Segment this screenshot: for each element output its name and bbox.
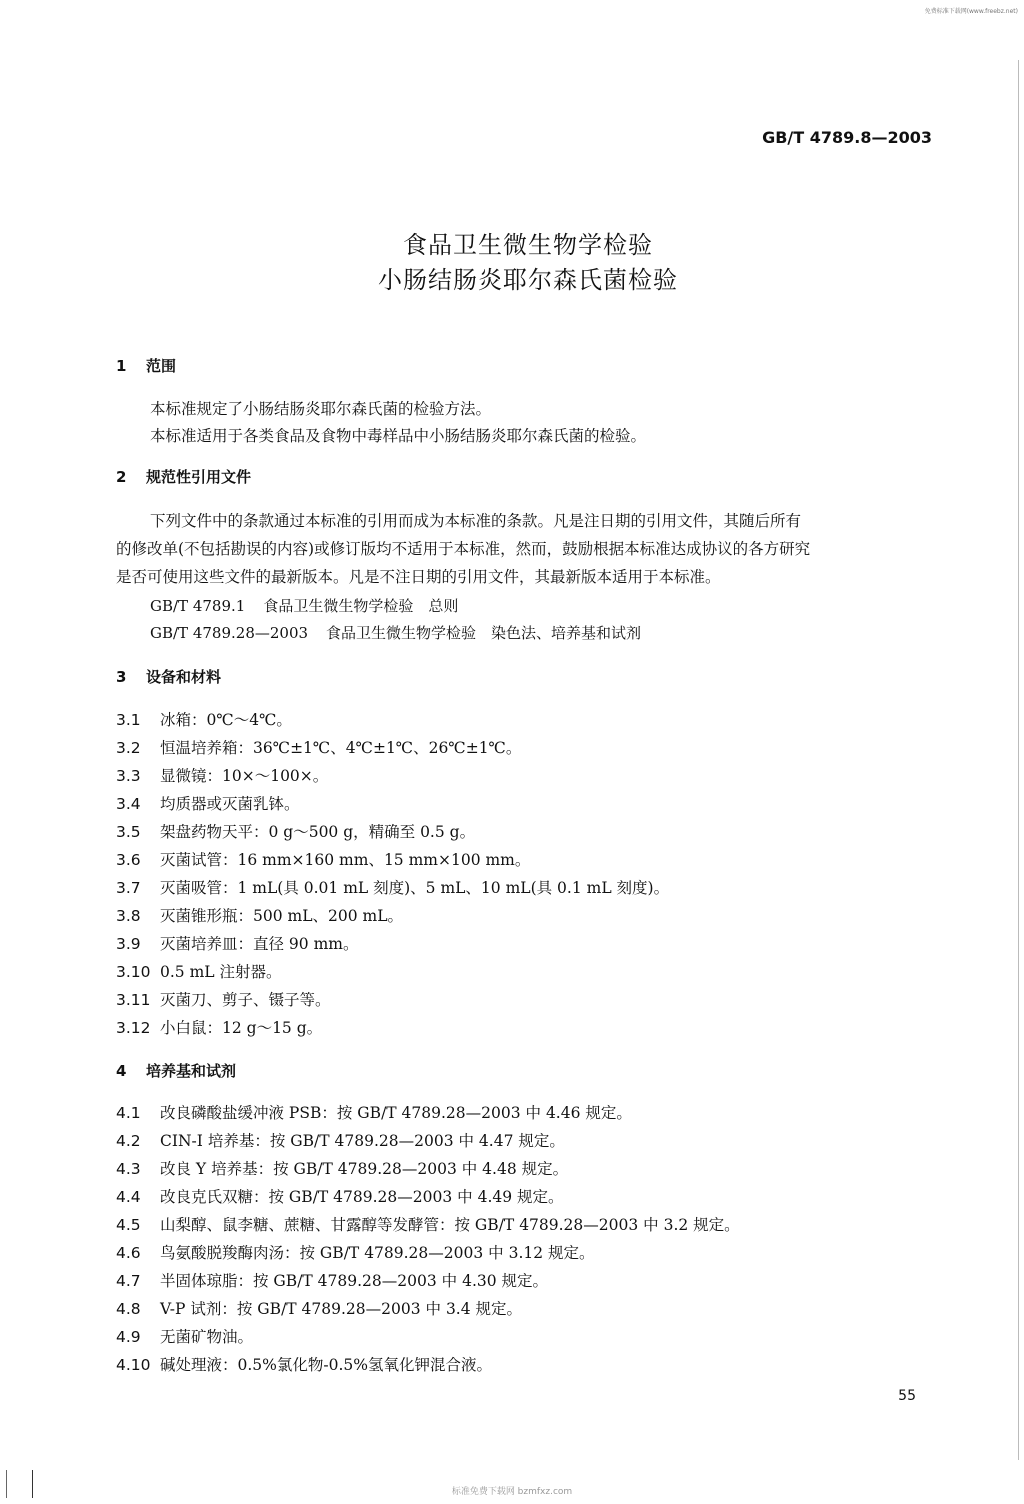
media-item (116, 1185, 564, 1207)
item-text: 改良克氏双糖：按 GB/T 4789.28—2003 中 4.49 规定。 (160, 1188, 564, 1206)
top-watermark: 免费标准下载网(www.freebz.net) (924, 8, 1018, 15)
item-text: 灭菌刀、剪子、镊子等。 (160, 991, 331, 1009)
bottom-watermark: 标准免费下载网 bzmfxz.com (451, 1487, 573, 1497)
media-item (116, 1157, 568, 1179)
item-text: 碱处理液：0.5%氯化物-0.5%氢氧化钾混合液。 (160, 1356, 492, 1374)
item-text: 山梨醇、鼠李糖、蔗糖、甘露醇等发酵管：按 GB/T 4789.28—2003 中 3.2 规定。 (160, 1216, 740, 1234)
media-item (116, 1269, 548, 1291)
media-item (116, 1241, 595, 1263)
equipment-item (116, 792, 300, 814)
equipment-item (116, 820, 475, 842)
scan-edge-mark-left (32, 1470, 33, 1498)
item-number: 3.1 (116, 711, 141, 729)
scope-paragraph-2: 本标准适用于各类食品及食物中毒样品中小肠结肠炎耶尔森氏菌的检验。 (150, 427, 647, 445)
normative-line-1: 下列文件中的条款通过本标准的引用而成为本标准的条款。凡是注日期的引用文件，其随后所有 (150, 512, 802, 530)
equipment-item (116, 876, 669, 898)
equipment-item (116, 736, 521, 758)
item-text: 0.5 mL 注射器。 (160, 963, 282, 981)
section-heading-equipment (116, 666, 221, 687)
section-title: 范围 (146, 357, 177, 375)
item-text: 小白鼠：12 g～15 g。 (160, 1019, 323, 1037)
item-text: 恒温培养箱：36℃±1℃、4℃±1℃、26℃±1℃。 (160, 739, 522, 757)
item-number: 3.11 (116, 991, 151, 1009)
item-text: 改良磷酸盐缓冲液 PSB：按 GB/T 4789.28—2003 中 4.46 规定。 (160, 1104, 632, 1122)
reference-1 (150, 595, 458, 616)
reference-title: 食品卫生微生物学检验 总则 (263, 597, 459, 615)
media-item (116, 1129, 565, 1151)
section-number: 4 (116, 1062, 127, 1080)
scan-edge-line-right (1018, 60, 1019, 1460)
item-text: V-P 试剂：按 GB/T 4789.28—2003 中 3.4 规定。 (160, 1300, 523, 1318)
section-heading-media (116, 1060, 236, 1081)
item-number: 3.7 (116, 879, 141, 897)
equipment-item (116, 960, 282, 982)
media-item (116, 1325, 253, 1347)
equipment-item (116, 904, 403, 926)
item-text: 半固体琼脂：按 GB/T 4789.28—2003 中 4.30 规定。 (160, 1272, 549, 1290)
item-text: CIN-I 培养基：按 GB/T 4789.28—2003 中 4.47 规定。 (160, 1132, 565, 1150)
equipment-item (116, 1016, 322, 1038)
document-title-line2: 小肠结肠炎耶尔森氏菌检验 (378, 266, 678, 294)
item-number: 4.7 (116, 1272, 141, 1290)
item-number: 3.3 (116, 767, 141, 785)
reference-2 (150, 622, 641, 643)
item-number: 3.8 (116, 907, 141, 925)
item-number: 3.9 (116, 935, 141, 953)
reference-code: GB/T 4789.28—2003 (150, 624, 309, 642)
item-number: 4.5 (116, 1216, 141, 1234)
item-text: 改良 Y 培养基：按 GB/T 4789.28—2003 中 4.48 规定。 (160, 1160, 569, 1178)
item-text: 冰箱：0℃～4℃。 (160, 711, 292, 729)
normative-line-2: 的修改单(不包括勘误的内容)或修订版均不适用于本标准，然而，鼓励根据本标准达成协议的各方研究 (116, 540, 811, 558)
item-number: 4.2 (116, 1132, 141, 1150)
item-number: 3.12 (116, 1019, 151, 1037)
section-number: 2 (116, 468, 127, 486)
item-text: 架盘药物天平：0 g～500 g，精确至 0.5 g。 (160, 823, 476, 841)
item-number: 4.3 (116, 1160, 141, 1178)
item-number: 3.4 (116, 795, 141, 813)
section-title: 设备和材料 (146, 668, 222, 686)
equipment-item (116, 708, 292, 730)
item-text: 灭菌吸管：1 mL(具 0.01 mL 刻度)、5 mL、10 mL(具 0.1 mL 刻度)。 (160, 879, 670, 897)
document-title-line1: 食品卫生微生物学检验 (403, 231, 653, 259)
equipment-item (116, 932, 358, 954)
equipment-item (116, 988, 331, 1010)
section-title: 规范性引用文件 (146, 468, 252, 486)
item-number: 4.6 (116, 1244, 141, 1262)
media-item (116, 1353, 492, 1375)
scope-paragraph-1: 本标准规定了小肠结肠炎耶尔森氏菌的检验方法。 (150, 400, 492, 418)
equipment-item (116, 848, 530, 870)
item-text: 灭菌试管：16 mm×160 mm、15 mm×100 mm。 (160, 851, 531, 869)
reference-code: GB/T 4789.1 (150, 597, 246, 615)
item-number: 4.9 (116, 1328, 141, 1346)
item-number: 3.2 (116, 739, 141, 757)
section-number: 3 (116, 668, 127, 686)
media-item (116, 1101, 632, 1123)
page-number: 55 (898, 1388, 916, 1404)
item-text: 灭菌培养皿：直径 90 mm。 (160, 935, 359, 953)
item-text: 均质器或灭菌乳钵。 (160, 795, 300, 813)
standard-code: GB/T 4789.8—2003 (762, 128, 932, 147)
section-heading-scope (116, 355, 176, 376)
equipment-item (116, 764, 328, 786)
item-number: 4.1 (116, 1104, 141, 1122)
section-heading-normative (116, 466, 251, 487)
section-number: 1 (116, 357, 127, 375)
item-text: 无菌矿物油。 (160, 1328, 254, 1346)
item-text: 显微镜：10×～100×。 (160, 767, 329, 785)
scan-edge-mark-far-left (6, 1470, 7, 1498)
normative-line-3: 是否可使用这些文件的最新版本。凡是不注日期的引用文件，其最新版本适用于本标准。 (116, 568, 721, 586)
media-item (116, 1213, 740, 1235)
item-number: 3.5 (116, 823, 141, 841)
item-text: 灭菌锥形瓶：500 mL、200 mL。 (160, 907, 404, 925)
item-number: 3.10 (116, 963, 151, 981)
item-number: 4.10 (116, 1356, 151, 1374)
item-number: 3.6 (116, 851, 141, 869)
reference-title: 食品卫生微生物学检验 染色法、培养基和试剂 (326, 624, 642, 642)
item-text: 鸟氨酸脱羧酶肉汤：按 GB/T 4789.28—2003 中 3.12 规定。 (160, 1244, 595, 1262)
item-number: 4.4 (116, 1188, 141, 1206)
item-number: 4.8 (116, 1300, 141, 1318)
media-item (116, 1297, 522, 1319)
section-title: 培养基和试剂 (146, 1062, 237, 1080)
